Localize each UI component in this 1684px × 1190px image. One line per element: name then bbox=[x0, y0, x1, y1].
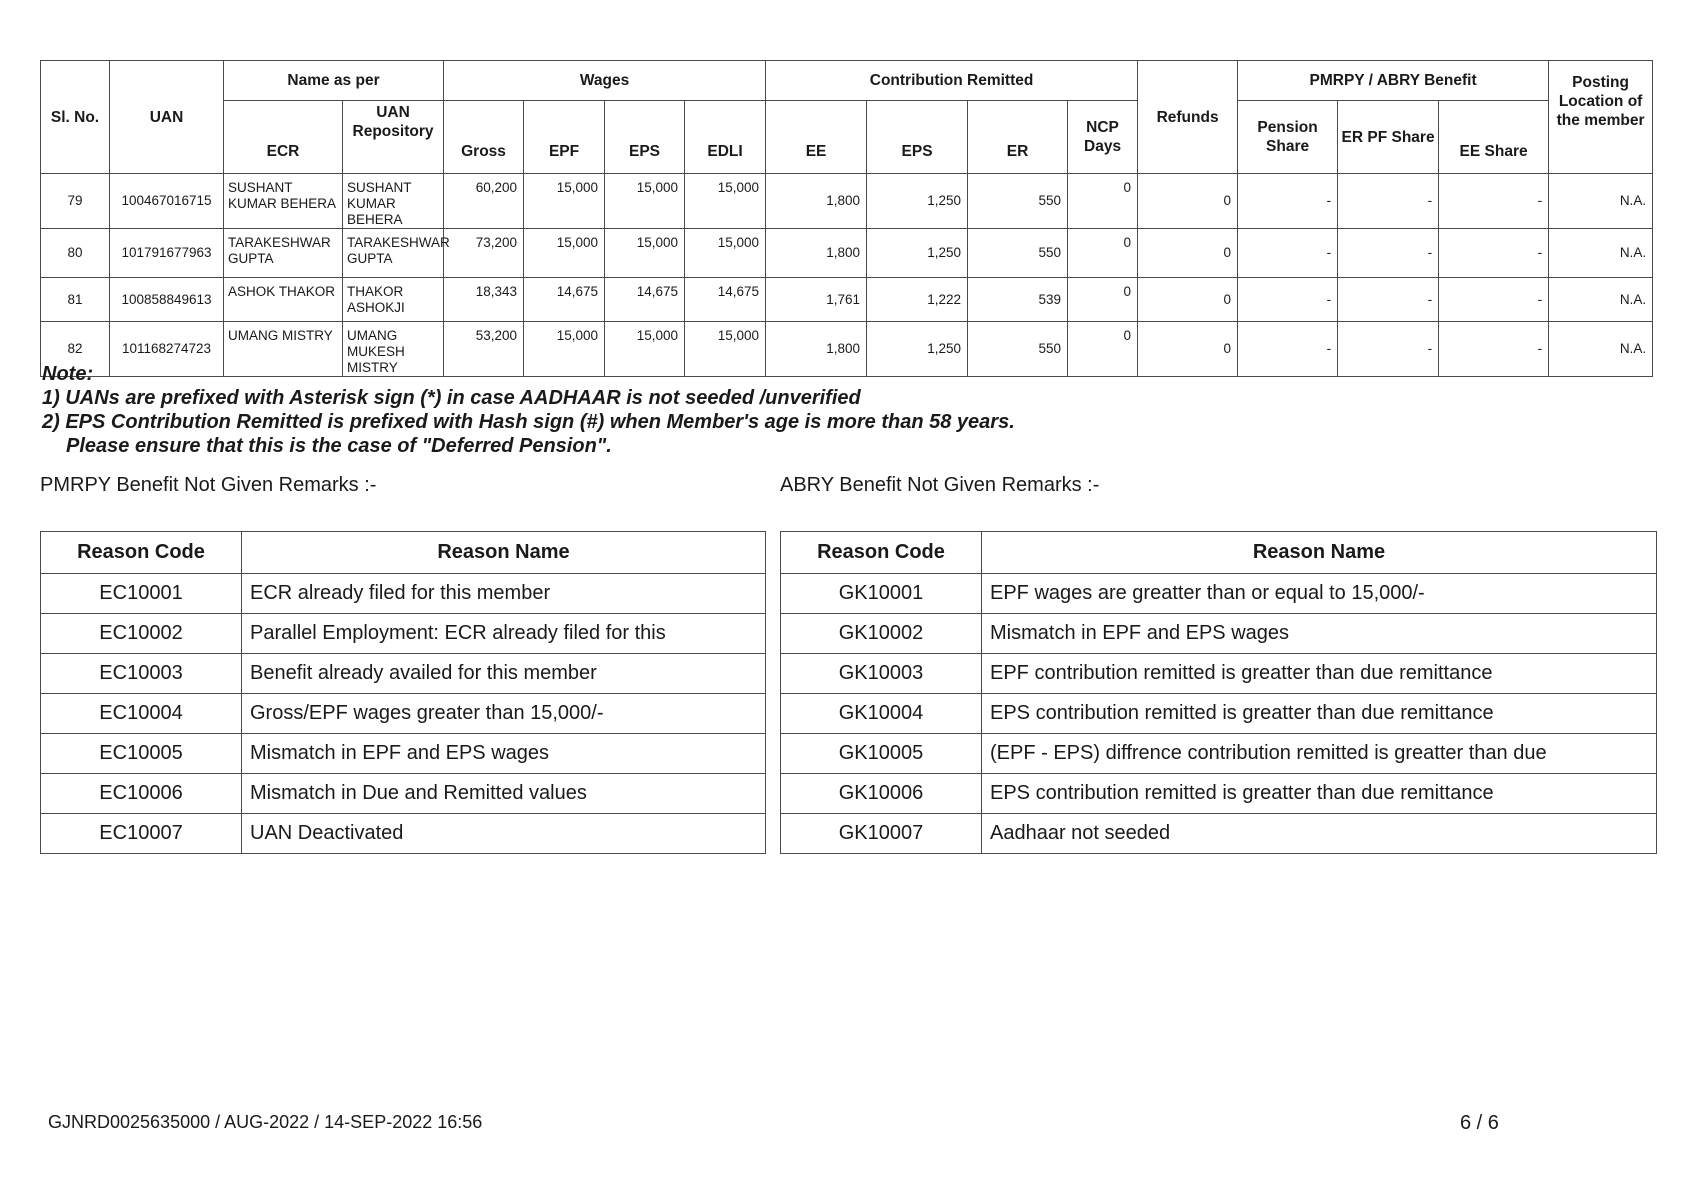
posting-location-cell: N.A. bbox=[1549, 174, 1653, 229]
reason-code: GK10005 bbox=[781, 734, 982, 774]
reason-code: GK10006 bbox=[781, 774, 982, 814]
reason-code: GK10007 bbox=[781, 814, 982, 854]
abry-remarks-title: ABRY Benefit Not Given Remarks :- bbox=[780, 474, 1100, 496]
note-block bbox=[42, 362, 1015, 458]
note-line-1: 1) UANs are prefixed with Asterisk sign (*) in case AADHAAR is not seeded /unverified bbox=[42, 387, 861, 409]
header-pension-share: Pension Share bbox=[1238, 101, 1338, 174]
contribution-table bbox=[40, 60, 1653, 377]
ee-share-cell: - bbox=[1439, 174, 1549, 229]
reason-name: Aadhaar not seeded bbox=[982, 814, 1657, 854]
er-pf-share-cell: - bbox=[1338, 278, 1439, 322]
note-line-3: Please ensure that this is the case of "Deferred Pension". bbox=[66, 435, 612, 457]
ncp-days-cell: 0 bbox=[1068, 322, 1138, 377]
abry-reason-name-header: Reason Name bbox=[982, 532, 1657, 574]
posting-location-cell: N.A. bbox=[1549, 278, 1653, 322]
reason-name: EPF contribution remitted is greatter than due remittance bbox=[982, 654, 1657, 694]
pension-share-cell: - bbox=[1238, 174, 1338, 229]
page-number: 6 / 6 bbox=[1460, 1112, 1499, 1134]
ee-cell: 1,800 bbox=[766, 322, 867, 377]
er-cell: 539 bbox=[968, 278, 1068, 322]
header-wages: Wages bbox=[444, 61, 766, 101]
gross-cell: 60,200 bbox=[444, 174, 524, 229]
table-row bbox=[41, 278, 1653, 322]
reason-code: GK10002 bbox=[781, 614, 982, 654]
uan-name-cell: THAKOR ASHOKJI bbox=[343, 278, 444, 322]
reason-row bbox=[41, 814, 766, 854]
reason-row bbox=[41, 574, 766, 614]
ecr-name-cell: TARAKESHWAR GUPTA bbox=[224, 229, 343, 278]
header-uan: UAN bbox=[110, 61, 224, 174]
uan-name-cell: UMANG MUKESH MISTRY bbox=[343, 322, 444, 377]
reason-row bbox=[781, 774, 1657, 814]
sl-no-cell: 81 bbox=[41, 278, 110, 322]
uan-cell: 100858849613 bbox=[110, 278, 224, 322]
header-ee-share: EE Share bbox=[1439, 101, 1549, 174]
reason-name: EPS contribution remitted is greatter than due remittance bbox=[982, 774, 1657, 814]
reason-name: (EPF - EPS) diffrence contribution remitted is greatter than due bbox=[982, 734, 1657, 774]
reason-name: UAN Deactivated bbox=[242, 814, 766, 854]
ee-share-cell: - bbox=[1439, 322, 1549, 377]
header-ee: EE bbox=[766, 101, 867, 174]
eps-contribution-cell: 1,250 bbox=[867, 229, 968, 278]
gross-cell: 53,200 bbox=[444, 322, 524, 377]
eps-contribution-cell: 1,222 bbox=[867, 278, 968, 322]
reason-name: EPS contribution remitted is greatter than due remittance bbox=[982, 694, 1657, 734]
reason-code: EC10007 bbox=[41, 814, 242, 854]
epf-cell: 15,000 bbox=[524, 322, 605, 377]
refunds-cell: 0 bbox=[1138, 174, 1238, 229]
eps-wage-cell: 15,000 bbox=[605, 229, 685, 278]
uan-cell: 101168274723 bbox=[110, 322, 224, 377]
header-epf: EPF bbox=[524, 101, 605, 174]
sl-no-cell: 80 bbox=[41, 229, 110, 278]
er-pf-share-cell: - bbox=[1338, 229, 1439, 278]
pension-share-cell: - bbox=[1238, 322, 1338, 377]
reason-name: Mismatch in EPF and EPS wages bbox=[982, 614, 1657, 654]
reason-code: EC10002 bbox=[41, 614, 242, 654]
er-cell: 550 bbox=[968, 174, 1068, 229]
pension-share-cell: - bbox=[1238, 278, 1338, 322]
reason-row bbox=[781, 574, 1657, 614]
ee-cell: 1,800 bbox=[766, 229, 867, 278]
reason-name: Mismatch in Due and Remitted values bbox=[242, 774, 766, 814]
reason-row bbox=[41, 654, 766, 694]
reason-row bbox=[781, 654, 1657, 694]
ee-cell: 1,800 bbox=[766, 174, 867, 229]
ee-share-cell: - bbox=[1439, 278, 1549, 322]
posting-location-cell: N.A. bbox=[1549, 229, 1653, 278]
header-name-as-per: Name as per bbox=[224, 61, 444, 101]
ee-cell: 1,761 bbox=[766, 278, 867, 322]
reason-name: Parallel Employment: ECR already filed for this bbox=[242, 614, 766, 654]
er-pf-share-cell: - bbox=[1338, 174, 1439, 229]
header-sl-no: Sl. No. bbox=[41, 61, 110, 174]
er-cell: 550 bbox=[968, 322, 1068, 377]
reason-code: GK10001 bbox=[781, 574, 982, 614]
pmrpy-reason-code-header: Reason Code bbox=[41, 532, 242, 574]
eps-wage-cell: 14,675 bbox=[605, 278, 685, 322]
er-pf-share-cell: - bbox=[1338, 322, 1439, 377]
reason-row bbox=[781, 614, 1657, 654]
pmrpy-reason-name-header: Reason Name bbox=[242, 532, 766, 574]
ecr-name-cell: ASHOK THAKOR bbox=[224, 278, 343, 322]
header-gross: Gross bbox=[444, 101, 524, 174]
uan-name-cell: SUSHANT KUMAR BEHERA bbox=[343, 174, 444, 229]
uan-cell: 101791677963 bbox=[110, 229, 224, 278]
header-ecr: ECR bbox=[224, 101, 343, 174]
header-eps-contribution: EPS bbox=[867, 101, 968, 174]
refunds-cell: 0 bbox=[1138, 278, 1238, 322]
ncp-days-cell: 0 bbox=[1068, 229, 1138, 278]
header-pmrpy-abry-benefit: PMRPY / ABRY Benefit bbox=[1238, 61, 1549, 101]
er-cell: 550 bbox=[968, 229, 1068, 278]
reason-code: EC10003 bbox=[41, 654, 242, 694]
epf-cell: 15,000 bbox=[524, 229, 605, 278]
reason-code: EC10004 bbox=[41, 694, 242, 734]
edli-cell: 14,675 bbox=[685, 278, 766, 322]
eps-contribution-cell: 1,250 bbox=[867, 174, 968, 229]
footer-document-id: GJNRD0025635000 / AUG-2022 / 14-SEP-2022 16:56 bbox=[48, 1112, 483, 1132]
eps-wage-cell: 15,000 bbox=[605, 322, 685, 377]
reason-row bbox=[41, 774, 766, 814]
table-row bbox=[41, 229, 1653, 278]
ncp-days-cell: 0 bbox=[1068, 278, 1138, 322]
gross-cell: 18,343 bbox=[444, 278, 524, 322]
gross-cell: 73,200 bbox=[444, 229, 524, 278]
edli-cell: 15,000 bbox=[685, 174, 766, 229]
reason-row bbox=[41, 614, 766, 654]
ee-share-cell: - bbox=[1439, 229, 1549, 278]
reason-row bbox=[781, 694, 1657, 734]
pension-share-cell: - bbox=[1238, 229, 1338, 278]
header-ncp-days: NCP Days bbox=[1068, 101, 1138, 174]
edli-cell: 15,000 bbox=[685, 322, 766, 377]
ecr-name-cell: SUSHANT KUMAR BEHERA bbox=[224, 174, 343, 229]
header-edli: EDLI bbox=[685, 101, 766, 174]
reason-row bbox=[781, 814, 1657, 854]
header-uan-repository: UAN Repository bbox=[343, 101, 444, 174]
reason-code: EC10005 bbox=[41, 734, 242, 774]
reason-code: GK10003 bbox=[781, 654, 982, 694]
abry-reason-table bbox=[780, 531, 1657, 854]
ncp-days-cell: 0 bbox=[1068, 174, 1138, 229]
edli-cell: 15,000 bbox=[685, 229, 766, 278]
header-er: ER bbox=[968, 101, 1068, 174]
ecr-name-cell: UMANG MISTRY bbox=[224, 322, 343, 377]
pmrpy-remarks-title: PMRPY Benefit Not Given Remarks :- bbox=[40, 474, 377, 496]
uan-name-cell: TARAKESHWAR GUPTA bbox=[343, 229, 444, 278]
reason-code: EC10001 bbox=[41, 574, 242, 614]
note-title: Note: bbox=[42, 363, 94, 385]
abry-reason-code-header: Reason Code bbox=[781, 532, 982, 574]
header-er-pf-share: ER PF Share bbox=[1338, 101, 1439, 174]
eps-wage-cell: 15,000 bbox=[605, 174, 685, 229]
reason-code: EC10006 bbox=[41, 774, 242, 814]
reason-row bbox=[41, 694, 766, 734]
epf-cell: 14,675 bbox=[524, 278, 605, 322]
reason-name: ECR already filed for this member bbox=[242, 574, 766, 614]
refunds-cell: 0 bbox=[1138, 229, 1238, 278]
table-row bbox=[41, 174, 1653, 229]
header-refunds: Refunds bbox=[1138, 61, 1238, 174]
reason-name: EPF wages are greatter than or equal to 15,000/- bbox=[982, 574, 1657, 614]
header-posting-location: Posting Location of the member bbox=[1549, 61, 1653, 174]
reason-row bbox=[781, 734, 1657, 774]
reason-name: Benefit already availed for this member bbox=[242, 654, 766, 694]
epf-cell: 15,000 bbox=[524, 174, 605, 229]
reason-name: Mismatch in EPF and EPS wages bbox=[242, 734, 766, 774]
uan-cell: 100467016715 bbox=[110, 174, 224, 229]
eps-contribution-cell: 1,250 bbox=[867, 322, 968, 377]
header-eps: EPS bbox=[605, 101, 685, 174]
header-contribution-remitted: Contribution Remitted bbox=[766, 61, 1138, 101]
posting-location-cell: N.A. bbox=[1549, 322, 1653, 377]
reason-row bbox=[41, 734, 766, 774]
sl-no-cell: 79 bbox=[41, 174, 110, 229]
refunds-cell: 0 bbox=[1138, 322, 1238, 377]
sl-no-cell: 82 bbox=[41, 322, 110, 377]
reason-code: GK10004 bbox=[781, 694, 982, 734]
pmrpy-reason-table bbox=[40, 531, 766, 854]
note-line-2: 2) EPS Contribution Remitted is prefixed with Hash sign (#) when Member's age is more than 58 years. bbox=[42, 411, 1015, 433]
reason-name: Gross/EPF wages greater than 15,000/- bbox=[242, 694, 766, 734]
